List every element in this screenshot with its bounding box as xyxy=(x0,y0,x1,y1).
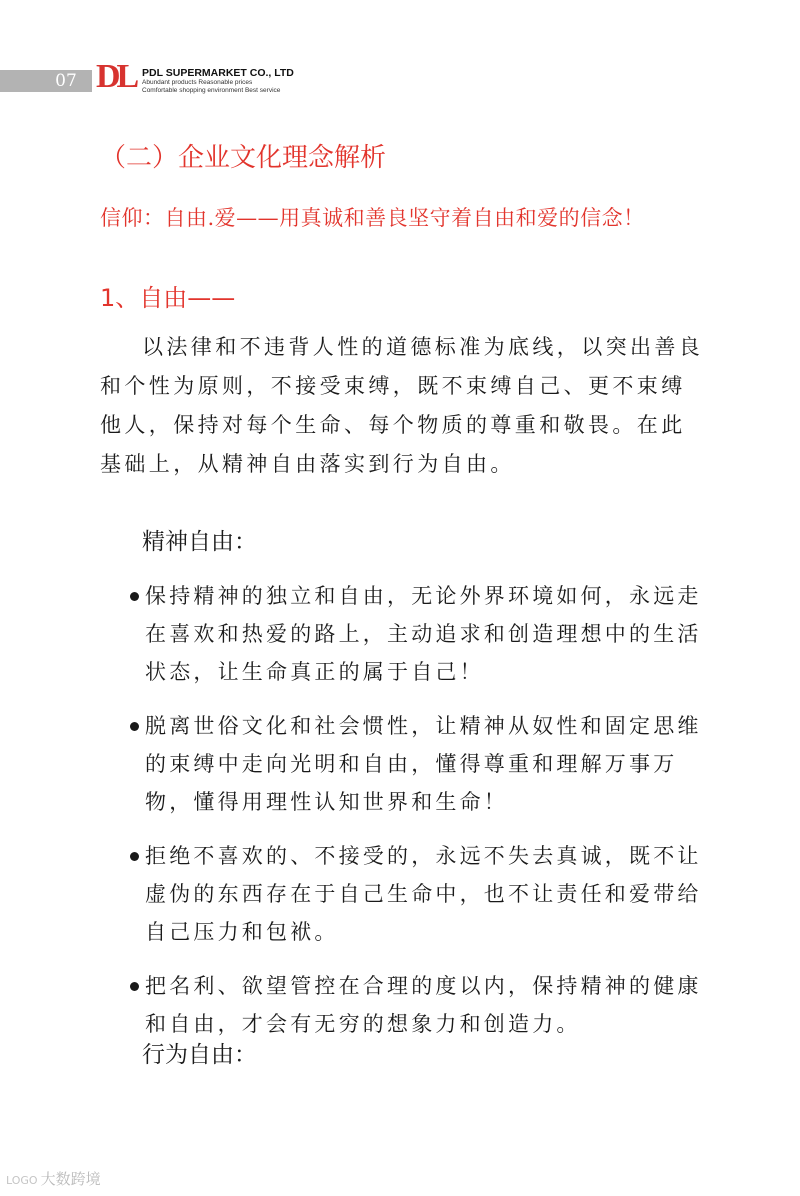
page-header xyxy=(0,60,800,100)
page-number-bar xyxy=(0,70,92,92)
company-name: PDL SUPERMARKET CO., LTD xyxy=(142,67,294,79)
watermark-text: 大数跨境 xyxy=(40,1170,101,1188)
company-tagline-2: Comfortable shopping environment Best service xyxy=(142,87,281,94)
watermark-logo-icon: LOGO xyxy=(6,1174,38,1187)
company-tagline-1: Abundant products Reasonable prices xyxy=(142,79,253,86)
intro-paragraph: 以法律和不违背人性的道德标准为底线，以突出善良和个性为原则，不接受束缚，既不束缚自己、更不束缚他人，保持对每个生命、每个物质的尊重和敬畏。在此基础上，从精神自由落实到行为自由。 xyxy=(100,335,704,476)
list-item xyxy=(128,577,708,691)
spiritual-freedom-heading: 精神自由： xyxy=(142,529,257,555)
list-item xyxy=(128,967,708,1043)
behavior-freedom-heading: 行为自由： xyxy=(142,1042,257,1068)
bullet-icon xyxy=(130,722,139,731)
list-item xyxy=(128,707,708,821)
bullet-icon xyxy=(130,592,139,601)
list-item-text: 保持精神的独立和自由，无论外界环境如何，永远走在喜欢和热爱的路上，主动追求和创造理想中的生活状态，让生命真正的属于自己！ xyxy=(145,584,702,684)
watermark xyxy=(6,1166,116,1192)
company-info xyxy=(142,68,302,95)
bullet-icon xyxy=(130,982,139,991)
company-logo: DL xyxy=(96,58,136,95)
spiritual-freedom-list xyxy=(128,577,708,1059)
list-item-text: 拒绝不喜欢的、不接受的，永远不失去真诚，既不让虚伪的东西存在于自己生命中，也不让责任和爱带给自己压力和包袱。 xyxy=(145,844,702,944)
bullet-icon xyxy=(130,852,139,861)
list-item-text: 脱离世俗文化和社会惯性，让精神从奴性和固定思维的束缚中走向光明和自由，懂得尊重和理解万事万物，懂得用理性认知世界和生命！ xyxy=(145,714,702,814)
point-title: 1、自由—— xyxy=(100,284,236,312)
section-title: （二）企业文化理念解析 xyxy=(100,143,387,173)
page-number: 07 xyxy=(55,71,77,91)
belief-statement: 信仰：自由.爱——用真诚和善良坚守着自由和爱的信念！ xyxy=(100,206,645,230)
list-item-text: 把名利、欲望管控在合理的度以内，保持精神的健康和自由，才会有无穷的想象力和创造力。 xyxy=(145,974,702,1036)
list-item xyxy=(128,837,708,951)
